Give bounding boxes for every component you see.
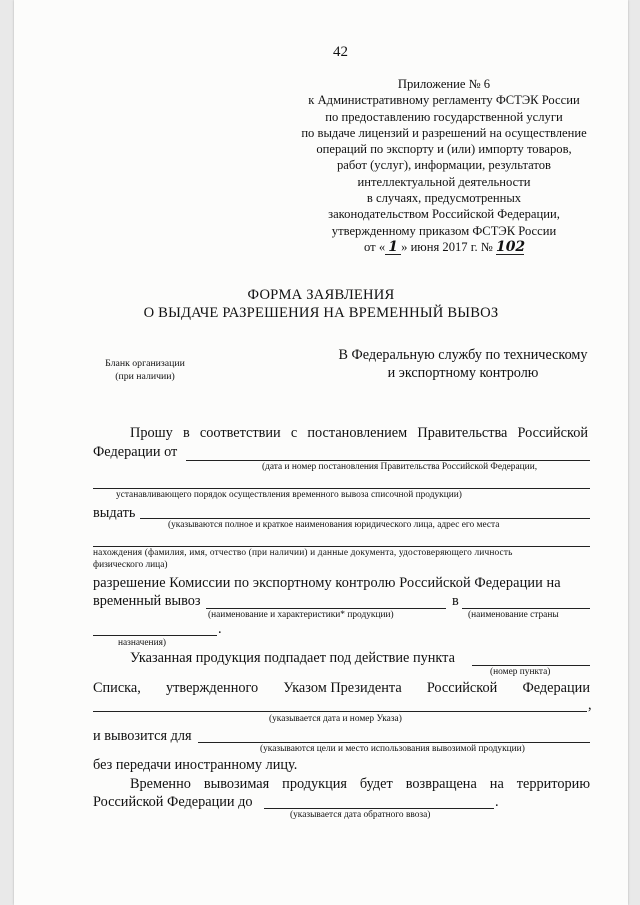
- appendix-line: законодательством Российской Федерации,: [328, 207, 560, 222]
- return-date-field[interactable]: [264, 808, 494, 809]
- p2-word: Федерации: [522, 680, 590, 696]
- decree-date-field[interactable]: [186, 460, 590, 461]
- p2-line-2: [93, 680, 590, 697]
- addressee: [316, 346, 610, 382]
- exported-for: и вывозится для: [93, 728, 192, 744]
- final-period: .: [495, 794, 499, 810]
- country-field[interactable]: [462, 608, 590, 609]
- hint-product: (наименование и характеристики* продукции): [208, 610, 394, 620]
- p2-word: Российской: [426, 680, 498, 696]
- hint-destination: назначения): [118, 638, 167, 648]
- hint-purpose: (указываются цели и место использования вывозимой продукции): [260, 744, 525, 754]
- document-page: [14, 0, 628, 905]
- date-prefix: от «: [364, 239, 386, 254]
- hint-country: (наименование страны: [468, 610, 559, 620]
- hint-item-number: (номер пункта): [490, 667, 551, 677]
- page-number: 42: [333, 44, 348, 60]
- appendix-line: Приложение № 6: [397, 77, 491, 91]
- p1-line-1: [130, 425, 588, 442]
- p3-text: Временно вывозимая продукция будет возвращена на территорию: [130, 776, 590, 792]
- applicant-field[interactable]: [140, 518, 590, 519]
- form-title: [14, 286, 628, 322]
- p2-word: утвержденного: [166, 680, 259, 696]
- handwritten-day: 1: [385, 241, 401, 255]
- hint-decree-2: устанавливающего порядок осуществления временного вывоза списочной продукции): [116, 490, 462, 500]
- appendix-header: [284, 76, 604, 255]
- issue-word: выдать: [93, 505, 136, 521]
- appendix-line: утвержденному приказом ФСТЭК России: [331, 223, 557, 238]
- hint-entity-2: нахождения (фамилия, имя, отчество (при наличии) и данные документа, удостоверяющего личность: [93, 548, 513, 558]
- country-field-cont[interactable]: [93, 635, 217, 636]
- applicant-field-cont[interactable]: [93, 546, 590, 547]
- product-field[interactable]: [206, 608, 446, 609]
- p1-text: Прошу в соответствии с постановлением Правительства Российской: [130, 425, 588, 441]
- appendix-line: по предоставлению государственной услуги: [325, 109, 563, 124]
- permit-in: в: [452, 593, 459, 609]
- hint-decree-1: (дата и номер постановления Правительства Российской Федерации,: [262, 462, 538, 472]
- title-line-1: ФОРМА ЗАЯВЛЕНИЯ: [247, 287, 395, 303]
- hint-entity-3: физического лица): [93, 560, 168, 570]
- addressee-line-2: и экспортному контролю: [387, 365, 539, 381]
- letterhead-line-1: Бланк организации: [105, 358, 185, 369]
- permit-line-2: временный вывоз: [93, 593, 201, 609]
- letterhead-line-2: (при наличии): [115, 371, 175, 382]
- permit-line-1: разрешение Комиссии по экспортному контролю Российской Федерации на: [93, 575, 561, 591]
- p3-line-1: [130, 776, 590, 793]
- hint-entity-1: (указываются полное и краткое наименования юридического лица, адрес его места: [168, 520, 500, 530]
- appendix-date-line: [284, 239, 604, 255]
- p2-word: Списка,: [93, 680, 141, 696]
- handwritten-order-number: 102: [495, 238, 526, 255]
- decree-ref-field[interactable]: [93, 711, 587, 712]
- p1-line-2: Федерации от: [93, 444, 178, 460]
- appendix-line: к Административному регламенту ФСТЭК России: [308, 93, 580, 108]
- comma: ,: [588, 697, 592, 713]
- appendix-line: по выдаче лицензий и разрешений на осуществление: [301, 125, 587, 140]
- item-number-field[interactable]: [472, 665, 590, 666]
- date-middle: » июня 2017 г. №: [401, 239, 493, 254]
- appendix-line: операций по экспорту и (или) импорту товаров,: [316, 142, 572, 157]
- period: .: [218, 621, 222, 637]
- p2-word: Указом Президента: [283, 680, 402, 696]
- title-line-2: О ВЫДАЧЕ РАЗРЕШЕНИЯ НА ВРЕМЕННЫЙ ВЫВОЗ: [143, 305, 499, 321]
- p3-line-2: Российской Федерации до: [93, 794, 253, 810]
- p2-line-1: Указанная продукция подпадает под действие пункта: [130, 650, 455, 666]
- addressee-line-1: В Федеральную службу по техническому: [338, 347, 588, 363]
- letterhead-placeholder: [90, 357, 200, 383]
- decree-field-cont[interactable]: [93, 488, 590, 489]
- appendix-line: в случаях, предусмотренных: [366, 191, 522, 206]
- purpose-field[interactable]: [198, 742, 590, 743]
- appendix-line: работ (услуг), информации, результатов: [337, 158, 551, 173]
- hint-return: (указывается дата обратного ввоза): [290, 810, 431, 820]
- hint-decree-date: (указывается дата и номер Указа): [269, 714, 402, 724]
- appendix-line: интеллектуальной деятельности: [357, 174, 531, 189]
- no-transfer: без передачи иностранному лицу.: [93, 757, 298, 773]
